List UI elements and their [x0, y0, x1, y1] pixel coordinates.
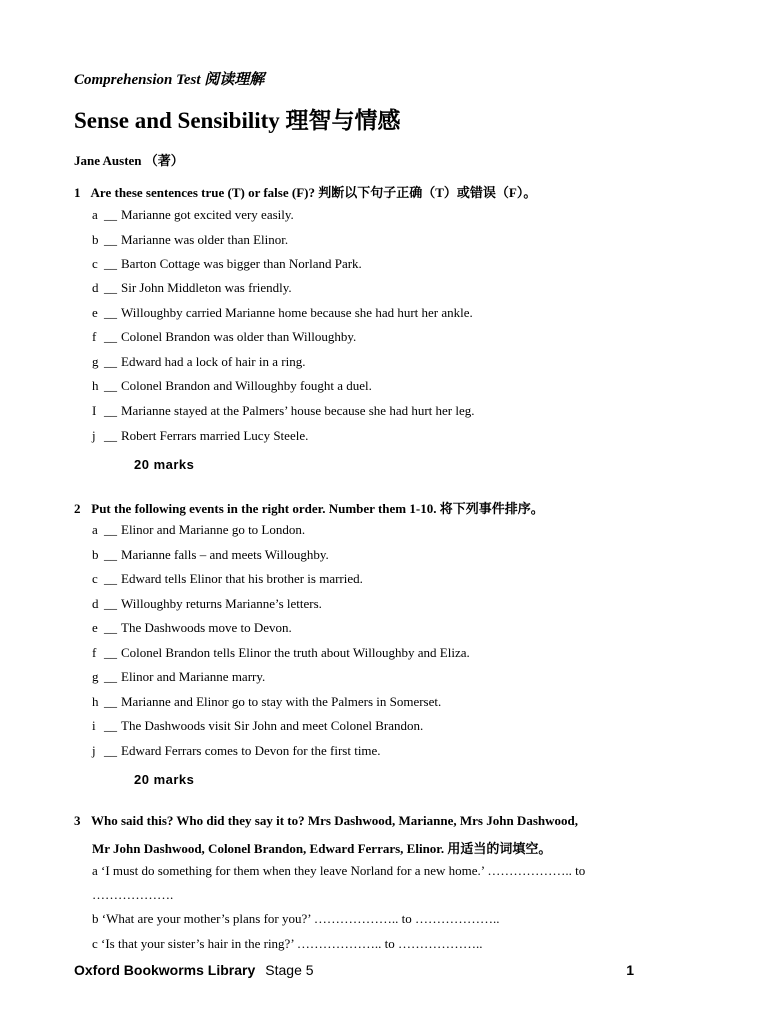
item-text: Marianne was older than Elinor. — [121, 232, 289, 247]
answer-blank[interactable]: __ — [104, 669, 117, 684]
item-letter: e — [92, 620, 98, 635]
list-item — [92, 280, 292, 296]
item-letter: f — [92, 645, 97, 660]
answer-blank[interactable]: __ — [104, 428, 117, 443]
question-number: 3 — [74, 813, 81, 828]
marks-label: 20 marks — [134, 772, 195, 787]
item-letter: h — [92, 378, 99, 393]
item-text: Elinor and Marianne go to London. — [121, 522, 306, 537]
item-letter: h — [92, 694, 99, 709]
item-text: Elinor and Marianne marry. — [121, 669, 266, 684]
list-item — [92, 207, 294, 223]
list-item — [92, 718, 423, 734]
list-item — [92, 354, 305, 370]
list-item — [92, 428, 308, 444]
item-text: Marianne got excited very easily. — [121, 207, 294, 222]
answer-blank[interactable]: __ — [104, 522, 117, 537]
answer-blank[interactable]: __ — [104, 718, 117, 733]
answer-blank[interactable]: __ — [104, 743, 117, 758]
question-number: 1 — [74, 185, 81, 200]
quote-item[interactable]: b ‘What are your mother’s plans for you?’ ……………….. to ……………….. — [92, 911, 500, 926]
item-text: Willoughby returns Marianne’s letters. — [121, 596, 322, 611]
list-item — [92, 694, 441, 710]
item-text: Edward Ferrars comes to Devon for the first time. — [121, 743, 381, 758]
question-3-prompt-continued: Mr John Dashwood, Colonel Brandon, Edward Ferrars, Elinor. 用适当的词填空。 — [92, 841, 552, 856]
item-letter: e — [92, 305, 98, 320]
item-text: The Dashwoods move to Devon. — [121, 620, 292, 635]
answer-blank[interactable]: __ — [104, 232, 117, 247]
item-letter: c — [92, 256, 98, 271]
quote-item[interactable]: c ‘Is that your sister’s hair in the ring?’ ……………….. to ……………….. — [92, 936, 483, 951]
item-letter: d — [92, 280, 99, 295]
marks-label: 20 marks — [134, 457, 195, 472]
list-item — [92, 378, 372, 394]
item-text: Marianne and Elinor go to stay with the Palmers in Somerset. — [121, 694, 442, 709]
list-item — [92, 256, 362, 272]
answer-blank[interactable]: __ — [104, 280, 117, 295]
question-number: 2 — [74, 501, 81, 516]
item-letter: f — [92, 329, 97, 344]
item-text: The Dashwoods visit Sir John and meet Colonel Brandon. — [121, 718, 424, 733]
question-2-heading — [74, 498, 544, 517]
list-item — [92, 522, 305, 538]
item-letter: j — [92, 743, 96, 758]
quote-item-continued[interactable]: ………………. — [92, 887, 174, 902]
page-footer — [74, 962, 634, 978]
item-letter: b — [92, 547, 99, 562]
item-text: Colonel Brandon and Willoughby fought a duel. — [121, 378, 372, 393]
answer-blank[interactable]: __ — [104, 571, 117, 586]
list-item — [92, 403, 475, 419]
list-item — [92, 232, 288, 248]
list-item — [92, 743, 381, 759]
question-prompt: Put the following events in the right order. Number them 1-10. 将下列事件排序。 — [91, 501, 544, 516]
stage-label: Stage 5 — [265, 962, 314, 978]
item-letter: I — [92, 403, 97, 418]
item-text: Willoughby carried Marianne home because she had hurt her ankle. — [121, 305, 473, 320]
answer-blank[interactable]: __ — [104, 354, 117, 369]
answer-blank[interactable]: __ — [104, 378, 117, 393]
list-item — [92, 620, 292, 636]
item-letter: c — [92, 571, 98, 586]
list-item — [92, 596, 322, 612]
item-letter: a — [92, 522, 98, 537]
list-item — [92, 669, 265, 685]
list-item — [92, 571, 363, 587]
item-text: Marianne falls – and meets Willoughby. — [121, 547, 329, 562]
author-line: Jane Austen （著） — [74, 153, 184, 168]
question-prompt: Are these sentences true (T) or false (F)? 判断以下句子正确（T）或错误（F）。 — [90, 185, 537, 200]
item-letter: d — [92, 596, 99, 611]
list-item — [92, 547, 329, 563]
question-3-heading — [74, 813, 578, 829]
answer-blank[interactable]: __ — [104, 403, 117, 418]
answer-blank[interactable]: __ — [104, 547, 117, 562]
question-1-heading — [74, 182, 536, 201]
answer-blank[interactable]: __ — [104, 256, 117, 271]
item-text: Robert Ferrars married Lucy Steele. — [121, 428, 309, 443]
item-text: Colonel Brandon was older than Willoughby. — [121, 329, 357, 344]
answer-blank[interactable]: __ — [104, 645, 117, 660]
answer-blank[interactable]: __ — [104, 596, 117, 611]
item-letter: i — [92, 718, 96, 733]
page-number: 1 — [626, 962, 634, 978]
list-item — [92, 329, 356, 345]
item-text: Edward had a lock of hair in a ring. — [121, 354, 306, 369]
list-item — [92, 305, 473, 321]
item-text: Edward tells Elinor that his brother is married. — [121, 571, 363, 586]
item-text: Barton Cottage was bigger than Norland Park. — [121, 256, 362, 271]
item-letter: a — [92, 207, 98, 222]
item-text: Colonel Brandon tells Elinor the truth about Willoughby and Eliza. — [121, 645, 470, 660]
answer-blank[interactable]: __ — [104, 207, 117, 222]
quote-item[interactable]: a ‘I must do something for them when they leave Norland for a new home.’ ……………….. to — [92, 863, 586, 878]
list-item — [92, 645, 470, 661]
series-name: Oxford Bookworms Library — [74, 962, 256, 978]
item-letter: g — [92, 354, 99, 369]
item-letter: g — [92, 669, 99, 684]
item-letter: b — [92, 232, 99, 247]
item-text: Marianne stayed at the Palmers’ house because she had hurt her leg. — [121, 403, 475, 418]
page-title: Sense and Sensibility 理智与情感 — [74, 108, 401, 133]
item-text: Sir John Middleton was friendly. — [121, 280, 292, 295]
answer-blank[interactable]: __ — [104, 620, 117, 635]
answer-blank[interactable]: __ — [104, 694, 117, 709]
answer-blank[interactable]: __ — [104, 329, 117, 344]
question-prompt: Who said this? Who did they say it to? Mrs Dashwood, Marianne, Mrs John Dashwood, — [91, 813, 578, 828]
item-letter: j — [92, 428, 96, 443]
answer-blank[interactable]: __ — [104, 305, 117, 320]
section-kicker: Comprehension Test 阅读理解 — [74, 72, 265, 88]
